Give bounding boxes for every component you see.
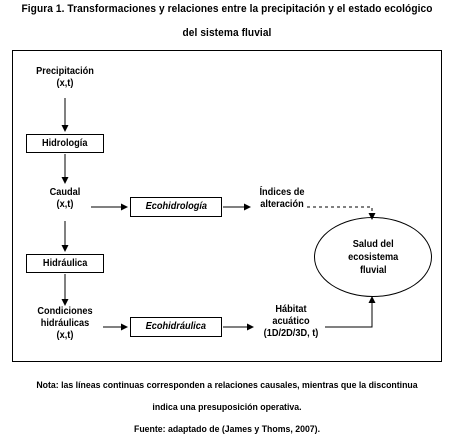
node-habitat-acuatico <box>250 304 333 340</box>
node-caudal-label: Caudal <box>49 187 81 198</box>
node-precipitacion <box>28 66 102 90</box>
box-ecohidrologia <box>130 197 222 217</box>
box-hidrologia-label: Hidrología <box>42 138 88 149</box>
note-line-1: Nota: las líneas continuas corresponden a relaciones causales, mientras que la discontinua <box>36 380 418 391</box>
note-source: Fuente: adaptado de (James y Thoms, 2007). <box>133 424 321 435</box>
node-indices-line-1: Índices de <box>259 187 305 198</box>
node-habitat-line-2: acuático <box>272 316 310 327</box>
node-indices-alteracion <box>250 187 314 211</box>
note-line-2: indica una presuposición operativa. <box>152 402 302 413</box>
figure-title-line-1: Figura 1. Transformaciones y relaciones entre la precipitación y el estado ecológico <box>21 3 433 15</box>
node-precipitacion-label: Precipitación <box>36 66 94 77</box>
figure-title-line-2: del sistema fluvial <box>182 27 272 39</box>
node-indices-line-2: alteración <box>260 199 304 210</box>
box-ecohidrologia-label: Ecohidrología <box>145 201 207 212</box>
box-hidraulica <box>26 254 104 273</box>
node-habitat-line-1: Hábitat <box>275 304 307 315</box>
node-caudal-sub: (x,t) <box>56 199 74 210</box>
oval-salud-text <box>348 238 398 277</box>
box-hidrologia <box>26 134 104 153</box>
node-condiciones-hidraulicas <box>28 306 102 342</box>
node-precipitacion-sub: (x,t) <box>56 78 74 89</box>
oval-salud-line-1: Salud del <box>352 238 394 250</box>
box-hidraulica-label: Hidráulica <box>42 258 88 269</box>
node-condiciones-line-2: hidráulicas <box>40 318 90 329</box>
box-ecohidraulica <box>130 317 222 337</box>
node-caudal <box>37 187 92 211</box>
node-habitat-line-3: (1D/2D/3D, t) <box>263 328 319 339</box>
oval-salud-line-2: ecosistema <box>347 251 399 263</box>
node-condiciones-line-1: Condiciones <box>37 306 93 317</box>
oval-salud-ecosistema <box>314 217 432 297</box>
oval-salud-line-3: fluvial <box>359 264 387 276</box>
box-ecohidraulica-label: Ecohidráulica <box>145 321 207 332</box>
node-condiciones-line-3: (x,t) <box>56 330 74 341</box>
